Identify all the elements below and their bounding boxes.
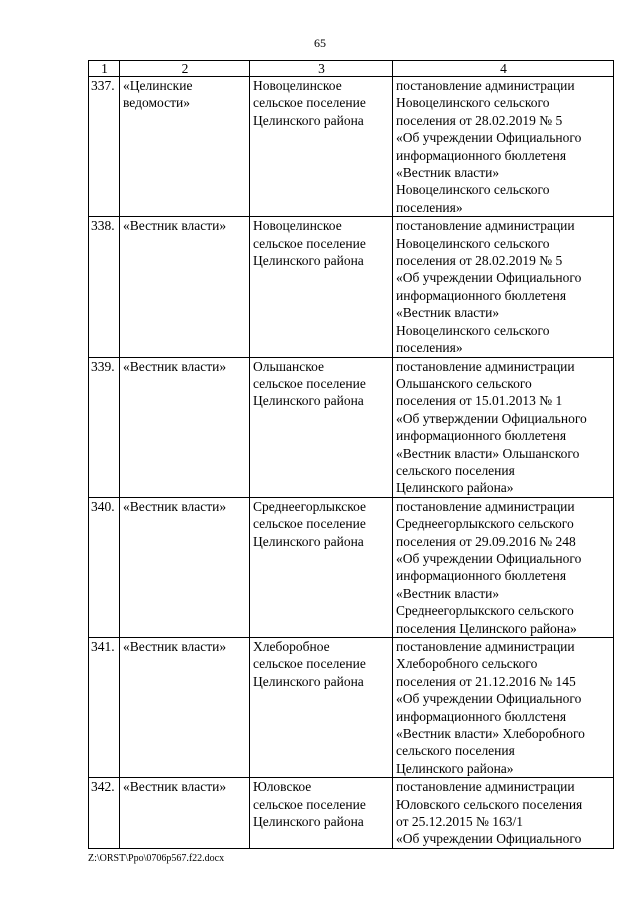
settlement-name: Юловское сельское поселение Целинского района (250, 778, 393, 849)
page-number: 65 (314, 36, 326, 50)
row-number: 337. (89, 77, 120, 217)
registry-table (88, 60, 614, 849)
file-path-footer: Z:\ORST\Ppo\0706p567.f22.docx (88, 853, 225, 864)
row-number: 338. (89, 217, 120, 357)
settlement-name: Среднеегорлыкское сельское поселение Целинского района (250, 497, 393, 637)
column-header-2: 2 (120, 61, 250, 77)
table-row (89, 77, 614, 217)
publication-name: «Вестник власти» (120, 638, 250, 778)
column-header-3: 3 (250, 61, 393, 77)
publication-name: «Вестник власти» (120, 357, 250, 497)
settlement-name: Новоцелинское сельское поселение Целинского района (250, 77, 393, 217)
settlement-name: Новоцелинское сельское поселение Целинского района (250, 217, 393, 357)
row-number: 341. (89, 638, 120, 778)
founding-document: постановление администрации Юловского сельского поселения от 25.12.2015 № 163/1 «Об учреждении Официального (393, 778, 614, 849)
row-number: 339. (89, 357, 120, 497)
settlement-name: Хлеборобное сельское поселение Целинского района (250, 638, 393, 778)
publication-name: «Целинские ведомости» (120, 77, 250, 217)
table-row (89, 638, 614, 778)
publication-name: «Вестник власти» (120, 778, 250, 849)
founding-document: постановление администрации Хлеборобного сельского поселения от 21.12.2016 № 145 «Об учреждении Официального информационного бюллстеня «Вестник власти» Хлеборобного сельского поселения Целинского района» (393, 638, 614, 778)
publication-name: «Вестник власти» (120, 217, 250, 357)
row-number: 340. (89, 497, 120, 637)
founding-document: постановление администрации Новоцелинского сельского поселения от 28.02.2019 № 5 «Об учреждении Официального информационного бюллетеня «Вестник власти» Новоцелинского сельского поселения» (393, 217, 614, 357)
column-header-1: 1 (89, 61, 120, 77)
row-number: 342. (89, 778, 120, 849)
settlement-name: Ольшанское сельское поселение Целинского района (250, 357, 393, 497)
publication-name: «Вестник власти» (120, 497, 250, 637)
table-row (89, 217, 614, 357)
founding-document: постановление администрации Ольшанского сельского поселения от 15.01.2013 № 1 «Об утверждении Официального информационного бюллетеня «Вестник власти» Ольшанского сельского поселения Целинского района» (393, 357, 614, 497)
table-header-row (89, 61, 614, 77)
founding-document: постановление администрации Новоцелинского сельского поселения от 28.02.2019 № 5 «Об учреждении Официального информационного бюллетеня «Вестник власти» Новоцелинского сельского поселения» (393, 77, 614, 217)
table-row (89, 357, 614, 497)
table-row (89, 497, 614, 637)
column-header-4: 4 (393, 61, 614, 77)
founding-document: постановление администрации Среднеегорлыкского сельского поселения от 29.09.2016 № 248 «Об учреждении Официального информационного бюллетеня «Вестник власти» Среднеегорлыкского сельского поселения Целинского района» (393, 497, 614, 637)
table-row (89, 778, 614, 849)
